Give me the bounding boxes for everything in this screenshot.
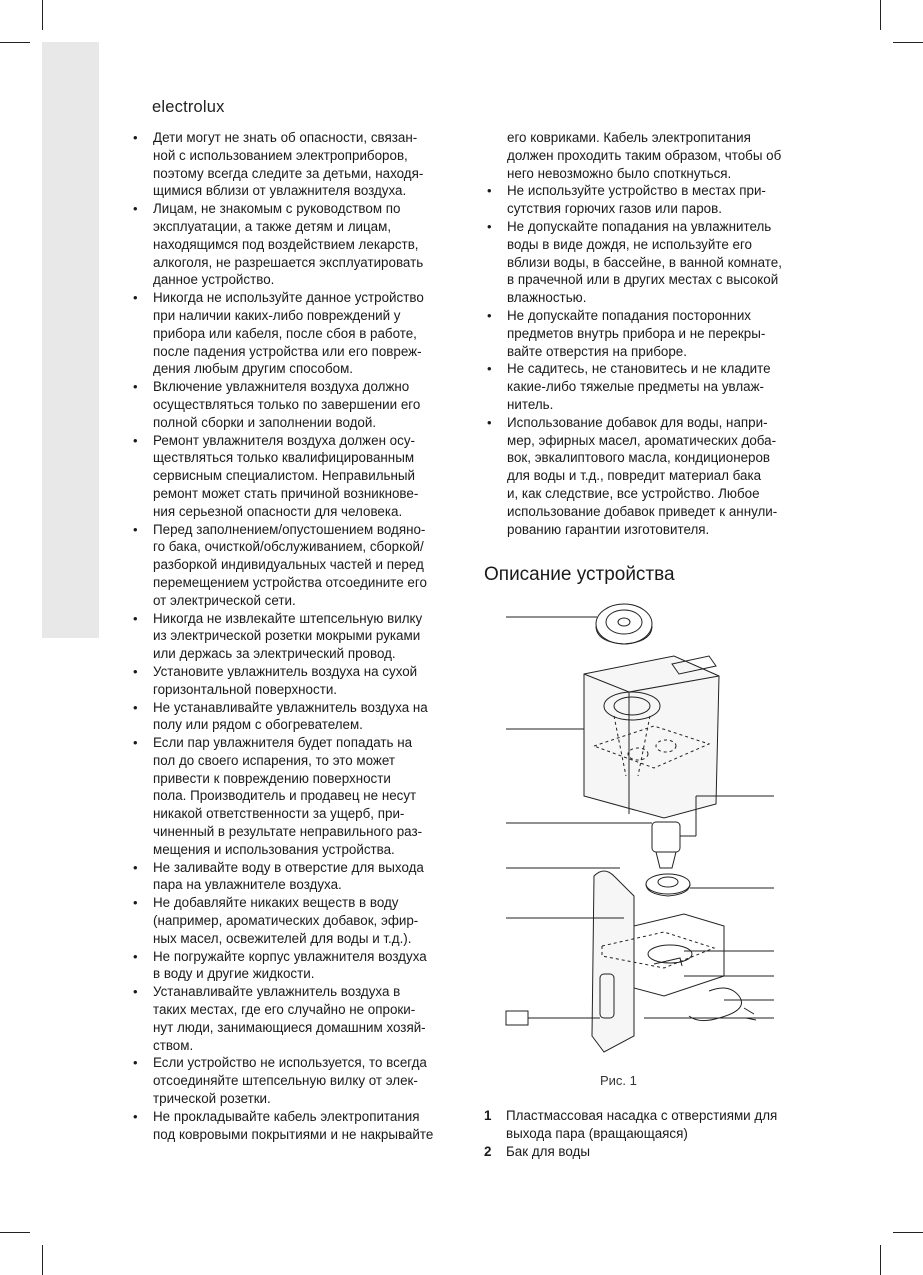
safety-bullet xyxy=(130,200,465,289)
safety-bullet xyxy=(130,610,465,663)
water-tank-part xyxy=(506,656,719,818)
bullet-line: ществляться только квалифицированным xyxy=(153,450,415,466)
bullet-line: из электрической розетки мокрыми руками xyxy=(153,628,421,644)
valve-part xyxy=(646,874,774,896)
bullet-line: или держась за электрический провод. xyxy=(153,646,396,662)
bullet-line: (например, ароматических добавок, эфир- xyxy=(153,913,419,929)
bullet-line: • Не допускайте попадания посторонних xyxy=(507,307,752,323)
bullet-line: сутствия горючих газов или паров. xyxy=(507,201,722,217)
bullet-line: чиненный в результате неправильного раз- xyxy=(153,824,423,840)
bullet-line: пара на увлажнителе воздуха. xyxy=(153,877,342,893)
crop-mark xyxy=(880,1245,881,1275)
bullet-line: вблизи воды, в бассейне, в ванной комнате, xyxy=(507,254,782,270)
bullet-line: таких местах, где его случайно не опроки- xyxy=(153,1002,416,1018)
bullet-line: находящимся под воздействием лекарств, xyxy=(153,236,419,252)
bullet-line: какие-либо тяжелые предметы на увлаж- xyxy=(507,379,765,395)
bullet-line: горизонтальной поверхности. xyxy=(153,681,338,697)
right-column xyxy=(484,129,814,538)
safety-bullet xyxy=(484,307,814,360)
bullet-line: ремонт может стать причиной возникнове- xyxy=(153,485,419,501)
safety-bullet xyxy=(130,699,465,735)
bullet-line: при наличии каких-либо повреждений у xyxy=(153,307,401,323)
bullet-line: нут люди, занимающиеся домашним хозяй- xyxy=(153,1019,426,1035)
bullet-line: алкоголя, не разрешается эксплуатировать xyxy=(153,254,424,270)
bullet-line: го бака, очисткой/обслуживанием, сборкой/ xyxy=(153,539,424,555)
bullet-line: прибора или кабеля, после сбоя в работе, xyxy=(153,325,417,341)
safety-bullet xyxy=(484,182,814,218)
bullet-line: ния серьезной опасности для человека. xyxy=(153,503,403,519)
side-tab xyxy=(42,42,99,638)
bullet-line: пол до своего испарения, то это может xyxy=(153,752,395,768)
bullet-line: • Если пар увлажнителя будет попадать на xyxy=(153,735,413,751)
bullet-line: разборкой индивидуальных частей и перед xyxy=(153,557,424,573)
crop-mark xyxy=(893,1232,923,1233)
section-title: Описание устройства xyxy=(484,564,675,585)
bullet-line: осуществляться только по завершении его xyxy=(153,396,421,412)
safety-bullet xyxy=(130,521,465,610)
legend-number: 1 xyxy=(484,1108,492,1123)
safety-bullet xyxy=(130,1054,465,1107)
safety-bullet xyxy=(130,859,465,895)
safety-bullet xyxy=(130,432,465,521)
safety-list-left xyxy=(130,129,465,1143)
bullet-line: вайте отверстия на приборе. xyxy=(507,343,687,359)
safety-bullet xyxy=(130,378,465,431)
bullet-line: и, как следствие, все устройство. Любое xyxy=(507,485,760,501)
bullet-line: него невозможно было споткнуться. xyxy=(507,165,732,181)
bullet-line: ных масел, освежителей для воды и т.д.). xyxy=(153,930,412,946)
bullet-line: перемещением устройства отсоедините его xyxy=(153,574,427,590)
legend-text: выхода пара (вращающаяся) xyxy=(506,1125,688,1141)
crop-mark xyxy=(0,1232,30,1233)
brand-header: electrolux xyxy=(152,98,225,116)
bullet-line: никакой ответственности за ущерб, при- xyxy=(153,806,405,822)
bullet-line: • Ремонт увлажнителя воздуха должен осу- xyxy=(153,432,415,448)
crop-mark xyxy=(42,1245,43,1275)
bullet-line: полной сборки и заполнении водой. xyxy=(153,414,377,430)
bullet-line: трической розетки. xyxy=(153,1091,271,1107)
bullet-line: для воды и т.д., повредит материал бака xyxy=(507,468,762,484)
legend-number: 2 xyxy=(484,1143,492,1159)
bullet-line: предметов внутрь прибора и не перекры- xyxy=(507,325,766,341)
bullet-line: дения любым другим способом. xyxy=(153,361,354,377)
bullet-line: • Не прокладывайте кабель электропитания xyxy=(153,1108,420,1124)
bullet-line: в воду и другие жидкости. xyxy=(153,966,315,982)
safety-list-right xyxy=(484,129,814,538)
crop-mark xyxy=(42,0,43,30)
bullet-line: нитель. xyxy=(507,396,554,412)
bullet-line: • Если устройство не используется, то всегда xyxy=(153,1055,427,1071)
bullet-line: вок, эвкалиптового масла, кондиционеров xyxy=(507,450,771,466)
figure-caption: Рис. 1 xyxy=(600,1073,637,1088)
crop-mark xyxy=(893,42,923,43)
bullet-line: отсоединяйте штепсельную вилку от элек- xyxy=(153,1073,418,1089)
safety-bullet xyxy=(130,734,465,859)
bullet-line: • Не садитесь, не становитесь и не кладите xyxy=(507,361,771,377)
bullet-line: • Включение увлажнителя воздуха должно xyxy=(153,379,410,395)
bullet-line: • Никогда не используйте данное устройство xyxy=(153,290,424,306)
safety-bullet xyxy=(484,360,814,413)
bullet-line: • Перед заполнением/опустошением водяно- xyxy=(153,521,426,537)
bullet-line: • Не добавляйте никаких веществ в воду xyxy=(153,895,399,911)
bullet-line: ной с использованием электроприборов, xyxy=(153,147,408,163)
safety-bullet xyxy=(130,663,465,699)
base-part xyxy=(506,868,774,1052)
safety-bullet xyxy=(130,129,465,200)
safety-bullet xyxy=(130,894,465,947)
legend-item xyxy=(484,1107,814,1143)
bullet-line: • Дети могут не знать об опасности, связан- xyxy=(153,130,418,145)
nozzle-part xyxy=(506,604,652,644)
bullet-line: должен проходить таким образом, чтобы об xyxy=(507,147,782,163)
bullet-line: • Никогда не извлекайте штепсельную вилку xyxy=(153,610,423,626)
device-diagram xyxy=(484,596,784,1066)
bullet-line: • Установите увлажнитель воздуха на сухой xyxy=(153,663,418,679)
safety-bullet xyxy=(130,1108,465,1144)
bullet-line: мещения и использования устройства. xyxy=(153,841,395,857)
bullet-line: под ковровыми покрытиями и не накрывайте xyxy=(153,1126,434,1142)
bullet-line: рованию гарантии изготовителя. xyxy=(507,521,710,537)
bullet-line: • Устанавливайте увлажнитель воздуха в xyxy=(153,984,401,1000)
bullet-line: щимися вблизи от увлажнителя воздуха. xyxy=(153,183,407,199)
bullet-line: эксплуатации, а также детям и лицам, xyxy=(153,218,392,234)
safety-bullet xyxy=(130,948,465,984)
safety-bullet xyxy=(484,218,814,307)
safety-bullet xyxy=(130,289,465,378)
bullet-line: сервисным специалистом. Неправильный xyxy=(153,468,416,484)
bullet-line: от электрической сети. xyxy=(153,592,296,608)
bullet-line: после падения устройства или его повреж- xyxy=(153,343,422,359)
bullet-line: воды в виде дождя, не используйте его xyxy=(507,236,752,252)
safety-bullet xyxy=(484,129,814,182)
bullet-line: пола. Производитель и продавец не несут xyxy=(153,788,417,804)
bullet-line: в прачечной или в других местах с высокой xyxy=(507,272,779,288)
legend-text: Пластмассовая насадка с отверстиями для xyxy=(506,1108,778,1123)
crop-mark xyxy=(880,0,881,30)
bullet-line: данное устройство. xyxy=(153,272,275,288)
bullet-line: полу или рядом с обогревателем. xyxy=(153,717,363,733)
bullet-line: ством. xyxy=(153,1037,194,1053)
bullet-line: поэтому всегда следите за детьми, находя- xyxy=(153,165,424,181)
safety-bullet xyxy=(484,414,814,539)
bullet-line: • Не погружайте корпус увлажнителя воздуха xyxy=(153,948,427,964)
bullet-line: привести к повреждению поверхности xyxy=(153,770,391,786)
bullet-line: использование добавок приведет к аннули- xyxy=(507,503,778,519)
parts-legend xyxy=(484,1107,814,1160)
bullet-line: • Не допускайте попадания на увлажнитель xyxy=(507,218,772,234)
bullet-line: влажностью. xyxy=(507,290,587,306)
bullet-line: его ковриками. Кабель электропитания xyxy=(507,130,751,145)
legend-text: Бак для воды xyxy=(506,1143,590,1159)
left-column xyxy=(130,129,465,1143)
crop-mark xyxy=(0,42,30,43)
bullet-line: • Не устанавливайте увлажнитель воздуха на xyxy=(153,699,428,715)
bullet-line: • Лицам, не знакомым с руководством по xyxy=(153,201,401,217)
bullet-line: • Использование добавок для воды, напри- xyxy=(507,414,768,430)
bullet-line: • Не используйте устройство в местах при- xyxy=(507,183,766,199)
bullet-line: • Не заливайте воду в отверстие для выхода xyxy=(153,859,424,875)
safety-bullet xyxy=(130,983,465,1054)
legend-item xyxy=(484,1143,814,1161)
bullet-line: мер, эфирных масел, ароматических доба- xyxy=(507,432,777,448)
